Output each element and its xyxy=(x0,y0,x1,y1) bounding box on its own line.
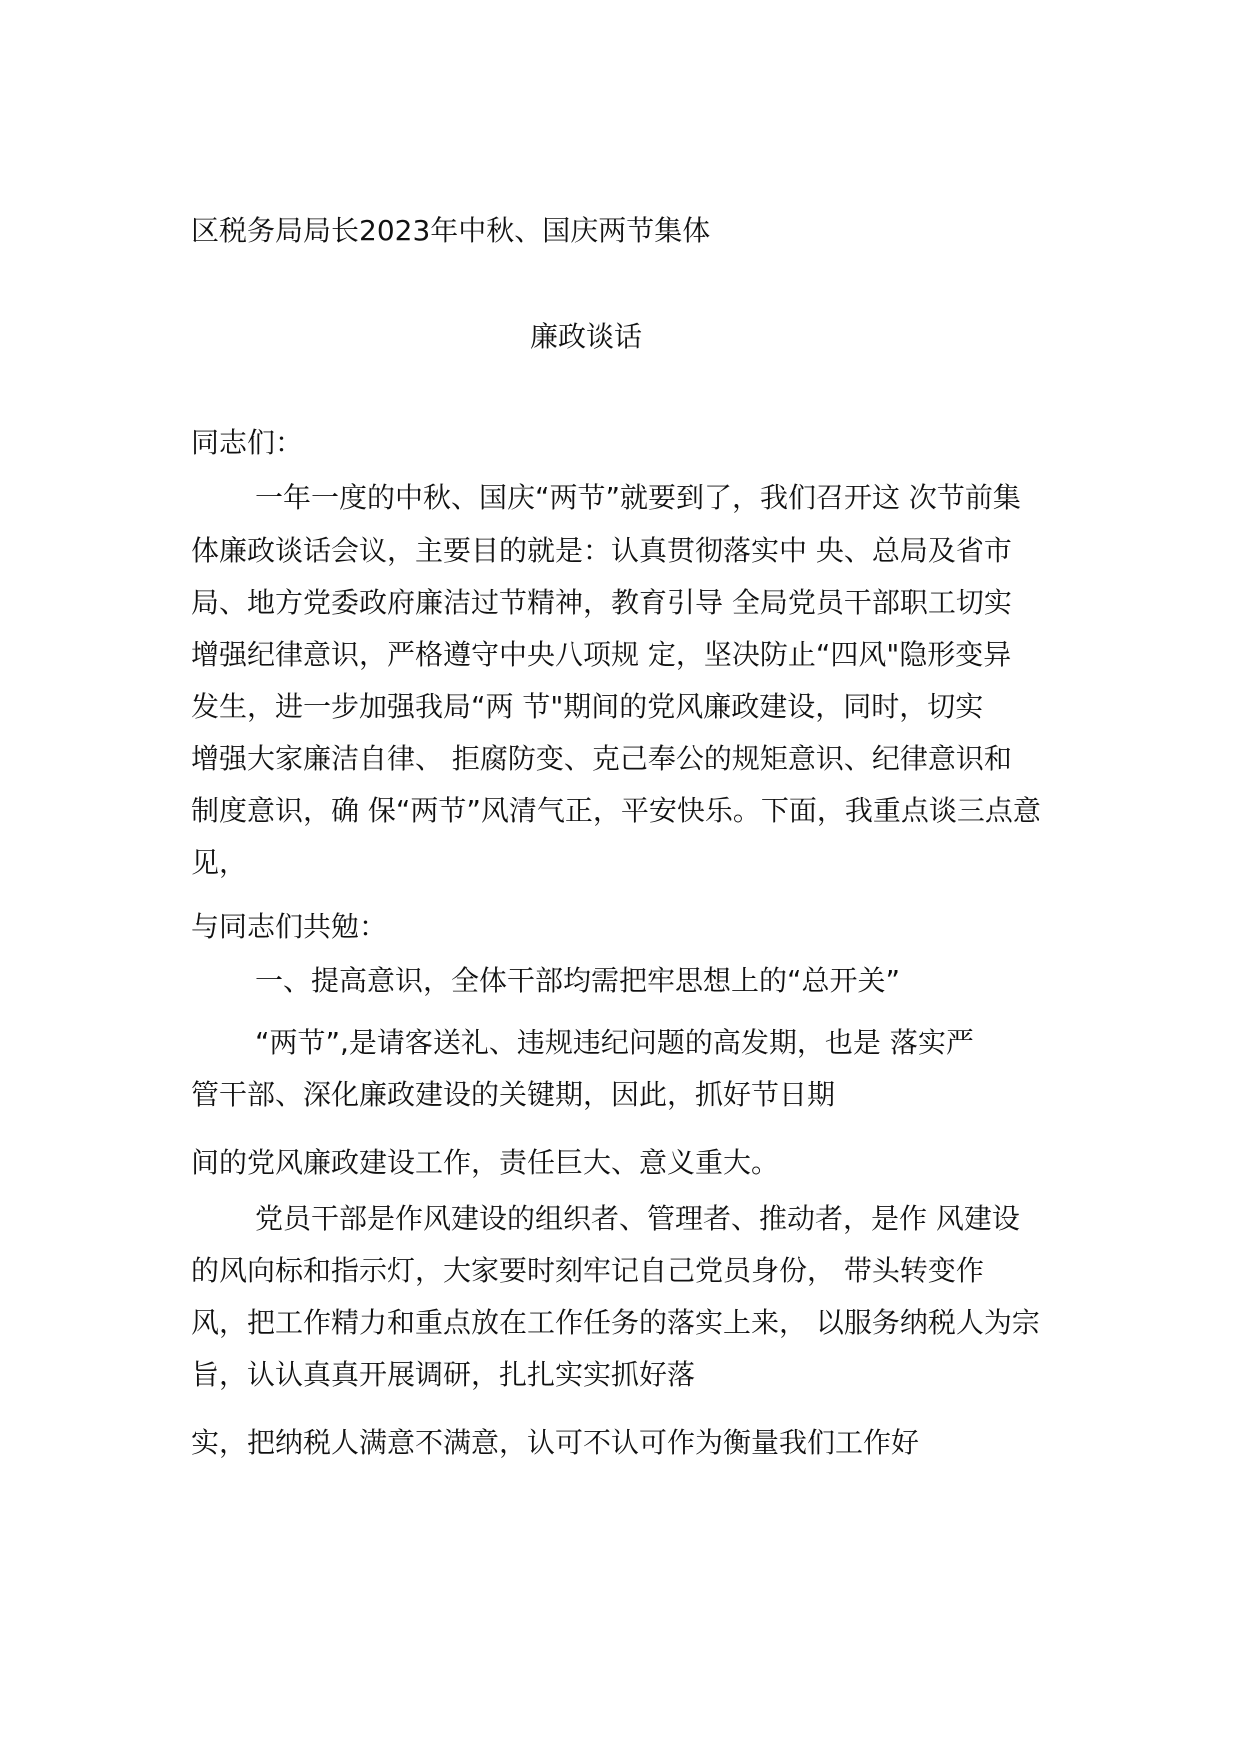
body-line: 风，把工作精力和重点放在工作任务的落实上来， 以服务纳税人为宗 xyxy=(191,1306,1040,1339)
body-line: 间的党风廉政建设工作，责任巨大、意义重大。 xyxy=(191,1146,780,1179)
body-line: 制度意识，确 保“两节”风清气正，平安快乐。下面，我重点谈三点意 xyxy=(191,794,1041,827)
document-title-line-1: 区税务局局长2023年中秋、国庆两节集体 xyxy=(191,214,711,247)
body-line: 增强大家廉洁自律、 拒腐防变、克己奉公的规矩意识、纪律意识和 xyxy=(191,742,1012,775)
body-line: 实，把纳税人满意不满意，认可不认可作为衡量我们工作好 xyxy=(191,1426,920,1459)
body-line: 局、地方党委政府廉洁过节精神，教育引导 全局党员干部职工切实 xyxy=(191,586,1012,619)
body-line: 体廉政谈话会议，主要目的就是：认真贯彻落实中 央、总局及省市 xyxy=(191,534,1012,567)
body-line: 旨，认认真真开展调研，扎扎实实抓好落 xyxy=(191,1358,696,1391)
body-line: 发生，进一步加强我局“两 节"期间的党风廉政建设，同时，切实 xyxy=(191,690,984,723)
body-line: 的风向标和指示灯，大家要时刻牢记自己党员身份， 带头转变作 xyxy=(191,1254,984,1287)
body-line: 与同志们共勉： xyxy=(191,910,388,943)
document-title-line-2: 廉政谈话 xyxy=(530,320,643,353)
body-line: 增强纪律意识，严格遵守中央八项规 定，坚决防止“四风"隐形变异 xyxy=(191,638,1012,671)
salutation: 同志们： xyxy=(191,426,304,459)
body-line: 一年一度的中秋、国庆“两节”就要到了，我们召开这 次节前集 xyxy=(255,481,1021,514)
section-heading: 一、提高意识，全体干部均需把牢思想上的“总开关” xyxy=(255,964,901,997)
body-line: 见， xyxy=(191,846,248,879)
body-line: 党员干部是作风建设的组织者、管理者、推动者，是作 风建设 xyxy=(255,1202,1020,1235)
body-line: 管干部、深化廉政建设的关键期，因此，抓好节日期 xyxy=(191,1078,836,1111)
body-line: “两节”,是请客送礼、违规违纪问题的高发期，也是 落实严 xyxy=(255,1026,974,1059)
